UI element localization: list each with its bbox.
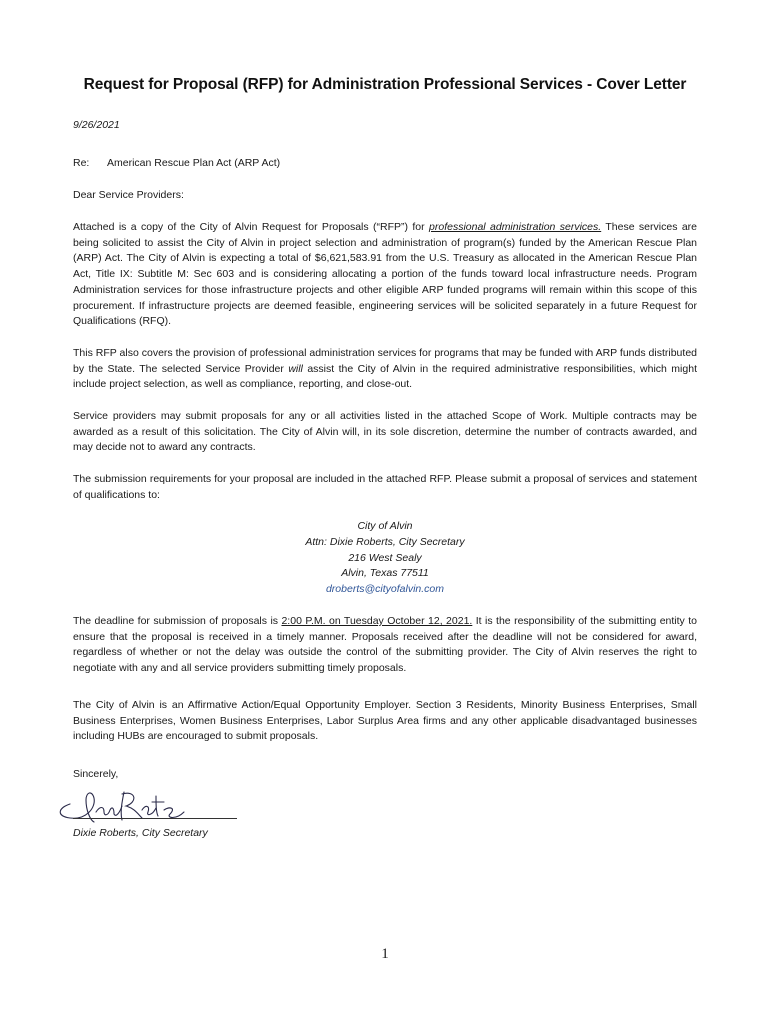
paragraph-scope-end: assist the City of Alvin in the required administrative responsibilities, which might include project selection, as well as compliance, reporting, and close-out. <box>73 362 697 391</box>
handwritten-signature <box>52 782 202 828</box>
address-street: 216 West Sealy <box>348 551 422 564</box>
signer-name: Dixie Roberts, City Secretary <box>73 827 208 839</box>
paragraph-intro-start: Attached is a copy of the City of Alvin Request for Proposals (“RFP”) for <box>73 221 430 233</box>
paragraph-intro-end: These services are being solicited to assist the City of Alvin in project selection and administration of program(s) funded by the American Rescue Plan (ARP) Act. The City of Alvin is expecting a total of $6,621,583.91 from the U.S. Treasury as allocated in the American Rescue Plan Act, Title IX: Subtitle M: Sec 603 and is considering allocating a portion of the funds toward local infrastructure needs. Program Administration services for those infrastructure projects and other eligible ARP funded programs will remain within this scope of this procurement. If infrastructure projects are deemed feasible, engineering services will be solicited separately in a future Request for Qualifications (RFQ). <box>73 221 697 328</box>
address-city-state-zip: Alvin, Texas 77511 <box>341 567 429 580</box>
address-attention: Attn: Dixie Roberts, City Secretary <box>305 535 465 548</box>
paragraph-scope-start: This RFP also covers the provision of professional administration services for programs that may be funded with ARP funds distributed by the State. The selected Service Provider <box>73 347 697 375</box>
paragraph-contracts: Service providers may submit proposals for any or all activities listed in the attached Scope of Work. Multiple contracts may be awarded as a result of this solicitation. The City of Alvin will, in its sole discretion, determine the number of contracts awarded, and may decide not to award any contracts. <box>73 410 697 454</box>
re-subject: American Rescue Plan Act (ARP Act) <box>107 157 281 169</box>
salutation: Dear Service Providers: <box>73 189 184 201</box>
paragraph-submission: The submission requirements for your proposal are included in the attached RFP. Please submit a proposal of services and statement of qualifications to: <box>73 473 697 501</box>
document-title: Request for Proposal (RFP) for Administration Professional Services - Cover Letter <box>83 76 687 93</box>
mailing-address <box>0 519 770 598</box>
paragraph-scope <box>73 346 697 393</box>
paragraph-deadline <box>73 614 697 677</box>
signature-line <box>73 818 237 819</box>
letter-date: 9/26/2021 <box>73 119 120 131</box>
paragraph-deadline-start: The deadline for submission of proposals is <box>73 615 282 627</box>
re-label: Re: <box>73 157 90 169</box>
page-number: 1 <box>381 946 389 962</box>
deadline-datetime: 2:00 P.M. on Tuesday October 12, 2021. <box>281 615 473 627</box>
email-link[interactable]: droberts@cityofalvin.com <box>325 583 445 596</box>
paragraph-deadline-end: It is the responsibility of the submitting entity to ensure that the proposal is received in a timely manner. Proposals received after the deadline will not be considered for award, regardless of whether or not the delay was outside the control of the submitting provider. The City of Alvin reserves the right to negotiate with any and all service providers submitting timely proposals. <box>73 615 697 675</box>
services-link[interactable]: professional administration services. <box>429 221 602 233</box>
emphasis-will: will <box>288 362 303 375</box>
paragraph-equal-opportunity: The City of Alvin is an Affirmative Action/Equal Opportunity Employer. Section 3 Residents, Minority Business Enterprises, Small Business Enterprises, Women Business Enterprises, Labor Surplus Area firms and any other applicable disadvantaged businesses including HUBs are encouraged to submit proposals. <box>73 699 697 743</box>
closing: Sincerely, <box>73 768 119 780</box>
re-line <box>73 157 281 169</box>
address-city: City of Alvin <box>357 520 413 532</box>
paragraph-intro <box>73 220 697 330</box>
